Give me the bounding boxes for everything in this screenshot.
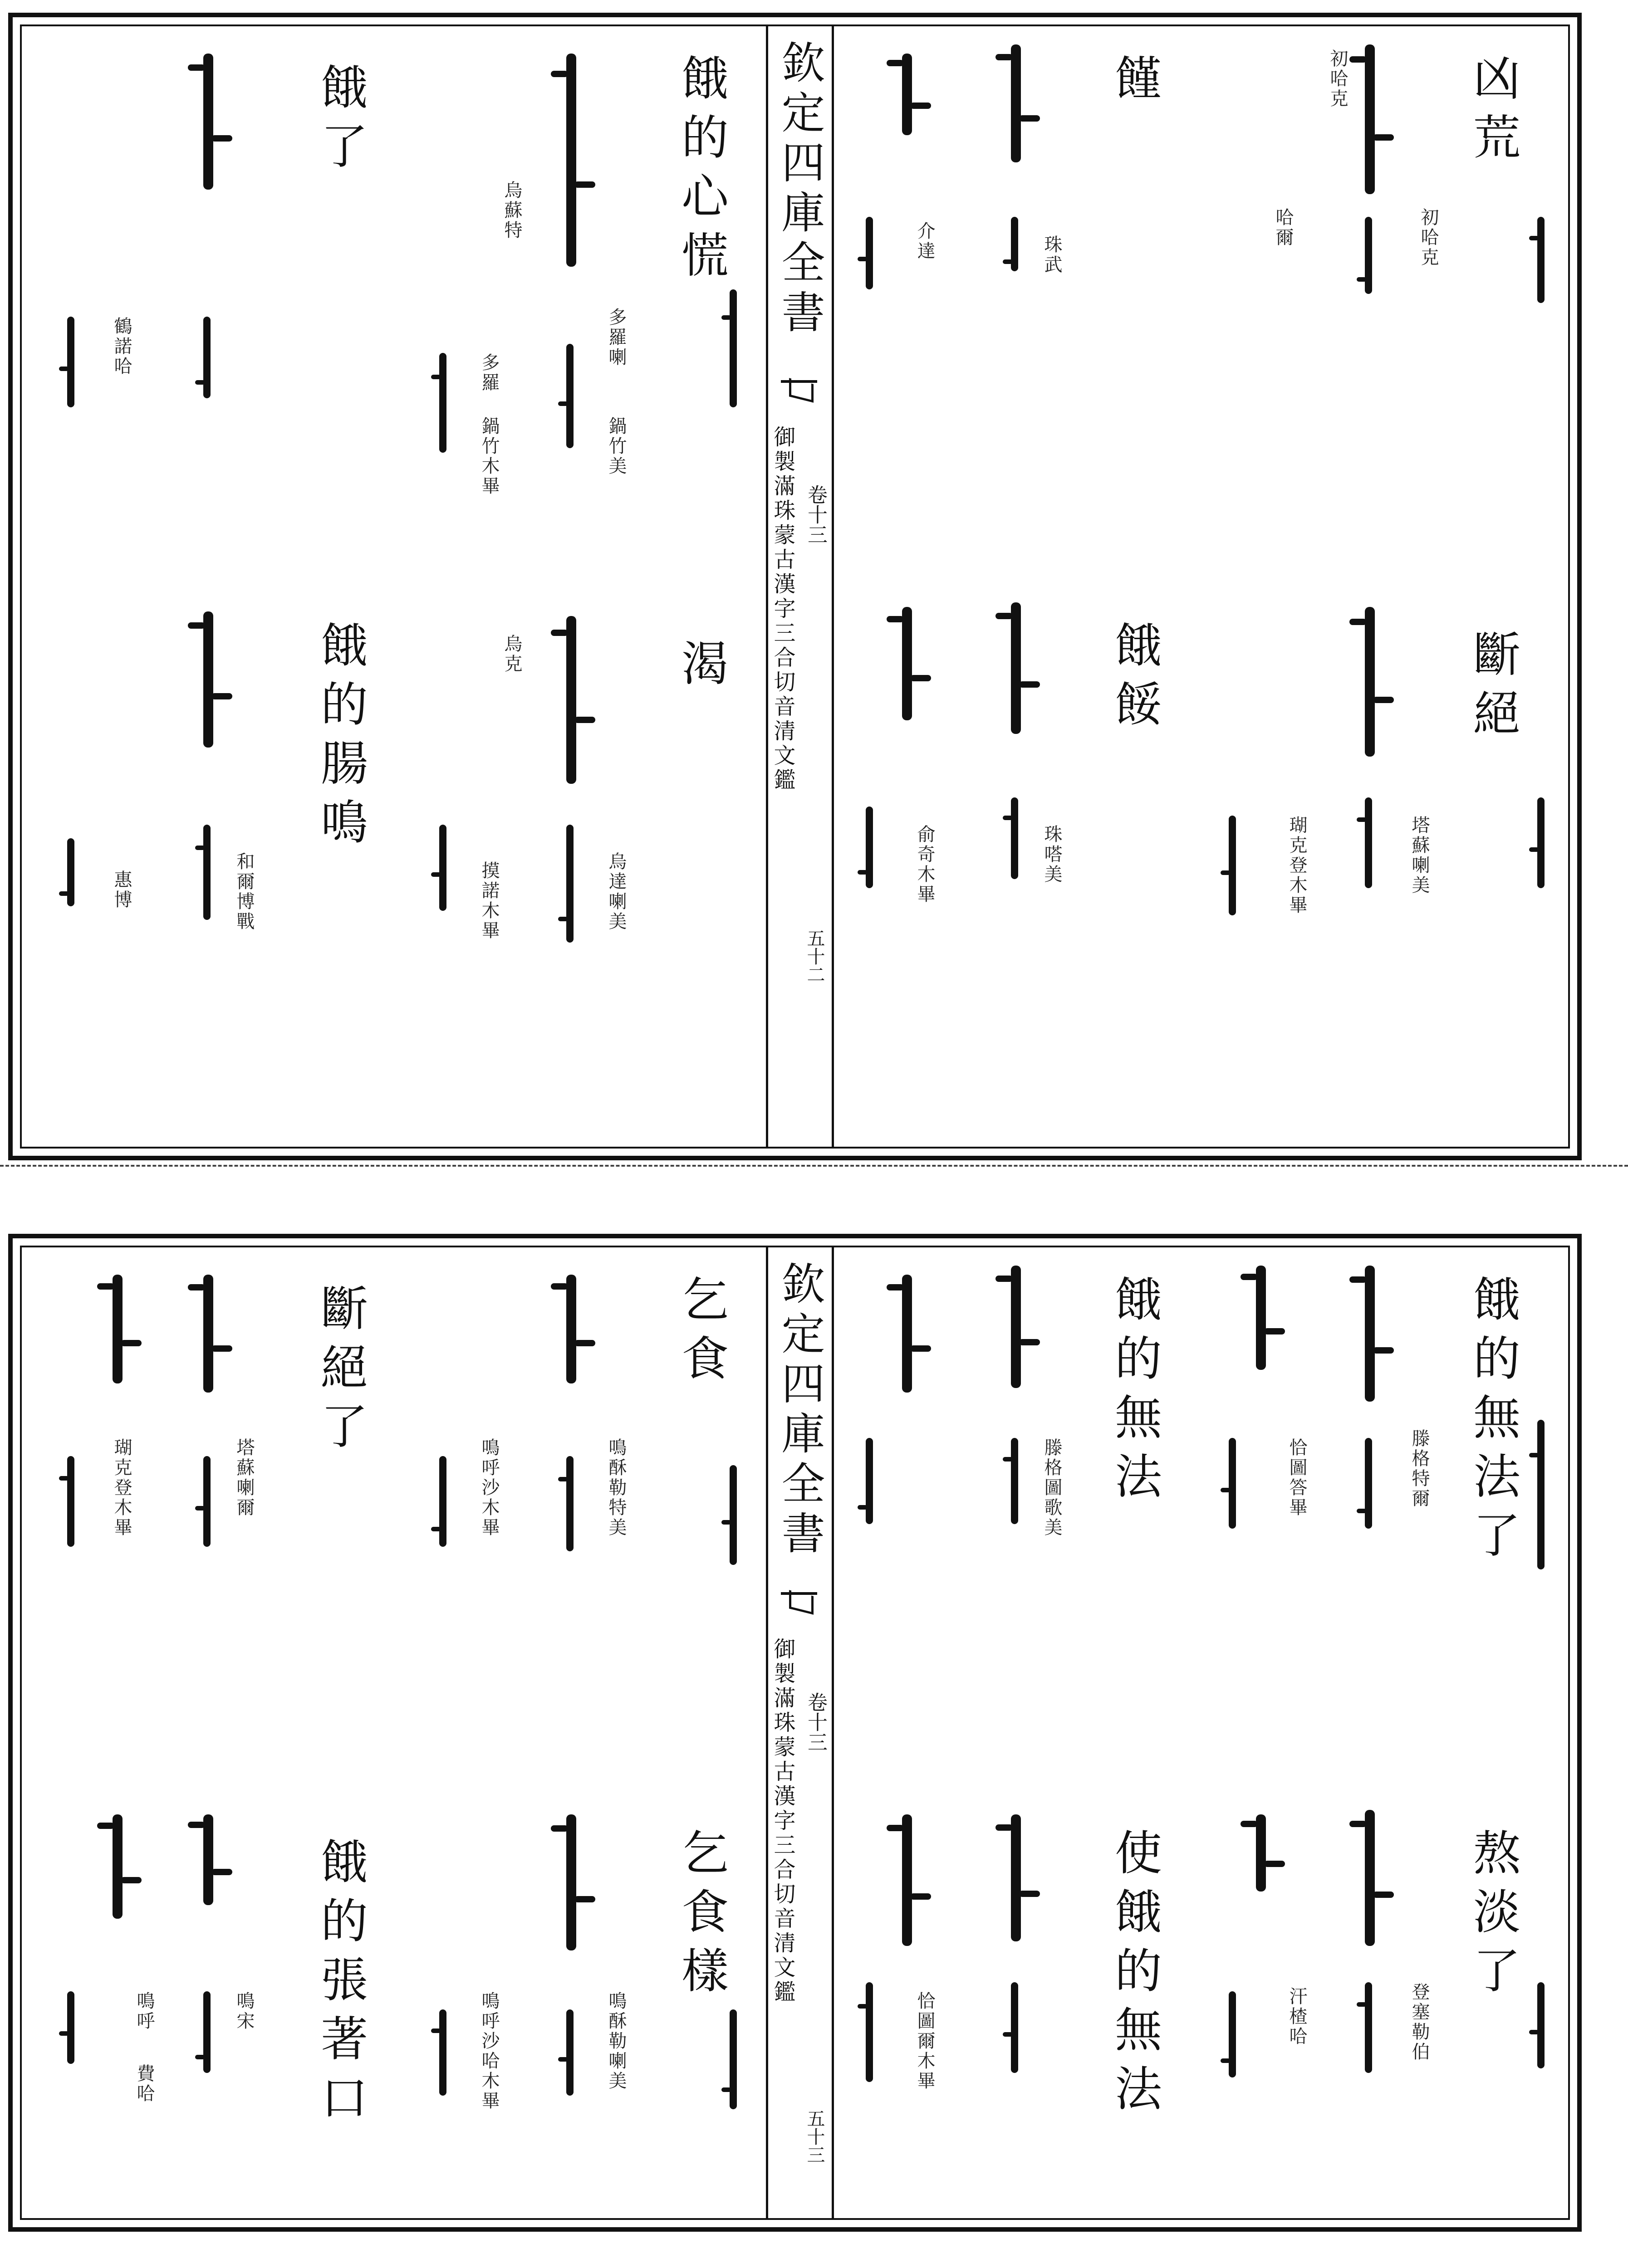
upper-mongolian-12 <box>566 825 574 943</box>
lower-gloss-10: 瑚克登木畢 <box>111 1438 132 1538</box>
upper-entry-3: 饉 <box>1107 54 1162 112</box>
lower-gloss-14: 鳴呼 <box>134 1991 155 2031</box>
upper-center-band <box>766 26 834 1147</box>
lower-gloss-4: 汗楂哈 <box>1286 1987 1307 2047</box>
upper-mongolian-8 <box>866 217 873 289</box>
upper-gloss-3: 哈爾 <box>1273 208 1294 248</box>
upper-mongolian-10 <box>730 289 737 407</box>
lower-mongolian-14 <box>566 2009 574 2096</box>
upper-gloss-6: 珠武 <box>1041 235 1062 275</box>
lower-mongolian-12 <box>730 2009 737 2109</box>
lower-mongolian-16 <box>439 2009 446 2096</box>
upper-entry-1: 凶荒 <box>1465 54 1520 171</box>
lower-folio: 五十三 <box>804 2109 825 2164</box>
lower-mongolian-4 <box>1365 1982 1372 2073</box>
upper-folio: 五十二 <box>804 929 825 983</box>
upper-manchu-headword-10 <box>902 607 912 720</box>
upper-gloss-1: 初哈克 <box>1327 49 1348 109</box>
lower-book-title: 欽定四庫全書 <box>775 1261 825 1560</box>
lower-entry-1: 餓的無法了 <box>1465 1275 1520 1569</box>
lower-manchu-headword-10 <box>902 1814 912 1946</box>
upper-gloss-5: 瑚克登木畢 <box>1286 816 1307 915</box>
upper-gloss-15: 摸諾木畢 <box>479 861 500 941</box>
lower-mongolian-3 <box>1365 1438 1372 1529</box>
upper-mongolian-13 <box>439 353 446 453</box>
upper-entry-8: 餓的腸鳴 <box>313 621 368 856</box>
upper-manchu-headword-5 <box>566 54 576 267</box>
upper-gloss-20: 鶴諾哈 <box>111 317 132 376</box>
upper-gloss-8: 介達 <box>914 221 935 261</box>
lower-gloss-2: 登塞勒伯 <box>1409 1982 1430 2062</box>
lower-manchu-headword-3 <box>1011 1266 1021 1388</box>
upper-mongolian-17 <box>67 317 74 407</box>
upper-juan: 卷十三 <box>804 484 827 544</box>
lower-mongolian-19 <box>67 1456 74 1547</box>
lower-manchu-headword-14 <box>113 1814 123 1919</box>
upper-gloss-17: 烏克 <box>501 634 522 674</box>
upper-entry-4: 餓餒 <box>1107 621 1162 738</box>
lower-mongolian-1 <box>1537 1420 1545 1569</box>
lower-entry-4: 使餓的無法 <box>1107 1828 1162 2123</box>
lower-manchu-headword-7 <box>203 1275 213 1393</box>
upper-mongolian-6 <box>1011 217 1018 271</box>
lower-gloss-3: 恰圖答畢 <box>1286 1438 1307 1518</box>
lower-mongolian-17 <box>203 1456 211 1547</box>
lower-manchu-headword-9 <box>902 1275 912 1393</box>
lower-center-band <box>766 1247 834 2218</box>
lower-mongolian-2 <box>1537 1982 1545 2068</box>
upper-mongolian-1 <box>1537 217 1545 303</box>
upper-gloss-9: 俞奇木畢 <box>914 825 935 904</box>
lower-entry-3: 餓的無法 <box>1107 1275 1162 1510</box>
upper-gloss-12: 多羅 <box>479 353 500 393</box>
lower-entry-8: 餓的張著口 <box>313 1837 368 2132</box>
lower-entry-5: 乞食 <box>673 1275 729 1393</box>
upper-manchu-headword-4 <box>1011 602 1021 734</box>
lower-mongolian-6 <box>1229 1991 1236 2077</box>
upper-gloss-16: 烏蘇特 <box>501 181 522 240</box>
upper-gloss-19: 惠博 <box>111 870 132 910</box>
upper-entry-6: 渴 <box>673 639 729 698</box>
upper-manchu-headword-8 <box>203 611 213 748</box>
lower-mongolian-15 <box>439 1456 446 1547</box>
lower-gloss-11: 鳴酥勒喇美 <box>606 1991 627 2091</box>
lower-mongolian-10 <box>866 1982 873 2082</box>
upper-mongolian-7 <box>1011 797 1018 879</box>
lower-fish-tail-ornament <box>781 1592 817 1622</box>
upper-entry-2: 斷絕 <box>1465 630 1520 748</box>
upper-mongolian-18 <box>67 838 74 906</box>
upper-mongolian-9 <box>866 807 873 888</box>
lower-subtitle: 御製滿珠蒙古漢字三合切音清文鑑 <box>770 1637 795 2005</box>
upper-manchu-headword-9 <box>902 54 912 135</box>
upper-mongolian-5 <box>1229 816 1236 915</box>
lower-page-frame <box>20 1246 1570 2220</box>
upper-mongolian-14 <box>439 825 446 911</box>
lower-entry-6: 乞食樣 <box>673 1828 729 2005</box>
upper-gloss-14: 烏達喇美 <box>606 852 627 932</box>
upper-entry-7: 餓了 <box>313 63 368 181</box>
lower-mongolian-20 <box>67 1991 74 2064</box>
lower-mongolian-18 <box>203 1991 211 2073</box>
upper-mongolian-15 <box>203 317 211 398</box>
lower-manchu-headword-5 <box>566 1275 576 1383</box>
upper-manchu-headword-7 <box>203 54 213 190</box>
upper-page <box>8 13 1582 1160</box>
lower-mongolian-9 <box>866 1438 873 1524</box>
upper-mongolian-3 <box>1365 217 1372 294</box>
upper-mongolian-2 <box>1537 797 1545 888</box>
lower-manchu-headword-12 <box>1256 1814 1266 1892</box>
lower-manchu-headword-2 <box>1365 1810 1375 1946</box>
upper-mongolian-16 <box>203 825 211 920</box>
lower-page <box>8 1234 1582 2232</box>
upper-gloss-10: 多羅喇 <box>606 308 627 367</box>
lower-gloss-13: 鳴宋 <box>234 1991 255 2031</box>
scan-separator <box>0 1165 1628 1167</box>
upper-gloss-4: 塔蘇喇美 <box>1409 816 1430 895</box>
upper-manchu-headword-1 <box>1365 44 1375 194</box>
upper-mongolian-4 <box>1365 797 1372 888</box>
lower-manchu-headword-6 <box>566 1814 576 1950</box>
lower-juan: 卷十三 <box>804 1692 827 1752</box>
upper-manchu-headword-6 <box>566 616 576 784</box>
upper-gloss-7: 珠嗒美 <box>1041 825 1062 885</box>
upper-mongolian-11 <box>566 344 574 448</box>
lower-gloss-9: 塔蘇喇爾 <box>234 1438 255 1518</box>
lower-gloss-7: 鳴酥勒特美 <box>606 1438 627 1538</box>
lower-mongolian-13 <box>566 1456 574 1551</box>
upper-gloss-11: 鍋竹美 <box>606 416 627 476</box>
lower-manchu-headword-13 <box>113 1275 123 1383</box>
lower-entry-7: 斷絕了 <box>313 1284 368 1461</box>
lower-manchu-headword-11 <box>1256 1266 1266 1370</box>
upper-gloss-18: 和爾博戰 <box>234 852 255 932</box>
upper-page-frame <box>20 24 1570 1149</box>
lower-mongolian-7 <box>1011 1438 1018 1524</box>
lower-entry-2: 熬淡了 <box>1465 1828 1520 2005</box>
lower-mongolian-11 <box>730 1465 737 1565</box>
lower-gloss-8: 鳴呼沙木畢 <box>479 1438 500 1538</box>
lower-mongolian-8 <box>1011 1982 1018 2073</box>
upper-gloss-2: 初哈克 <box>1418 208 1439 268</box>
upper-manchu-headword-3 <box>1011 44 1021 162</box>
lower-manchu-headword-1 <box>1365 1266 1375 1402</box>
upper-gloss-13: 鍋竹木畢 <box>479 416 500 496</box>
lower-gloss-5: 滕格圖歌美 <box>1041 1438 1062 1538</box>
lower-manchu-headword-8 <box>203 1814 213 1905</box>
upper-entry-5: 餓的心慌 <box>673 54 729 289</box>
lower-manchu-headword-4 <box>1011 1814 1021 1941</box>
upper-fish-tail-ornament <box>781 380 817 410</box>
lower-gloss-12: 鳴呼沙哈木畢 <box>479 1991 500 2111</box>
lower-gloss-15: 費哈 <box>134 2064 155 2104</box>
upper-book-title: 欽定四庫全書 <box>775 40 825 339</box>
lower-gloss-1: 滕格特爾 <box>1409 1429 1430 1509</box>
upper-subtitle: 御製滿珠蒙古漢字三合切音清文鑑 <box>770 425 795 793</box>
upper-manchu-headword-2 <box>1365 607 1375 757</box>
lower-gloss-6: 恰圖爾木畢 <box>914 1991 935 2091</box>
lower-mongolian-5 <box>1229 1438 1236 1529</box>
